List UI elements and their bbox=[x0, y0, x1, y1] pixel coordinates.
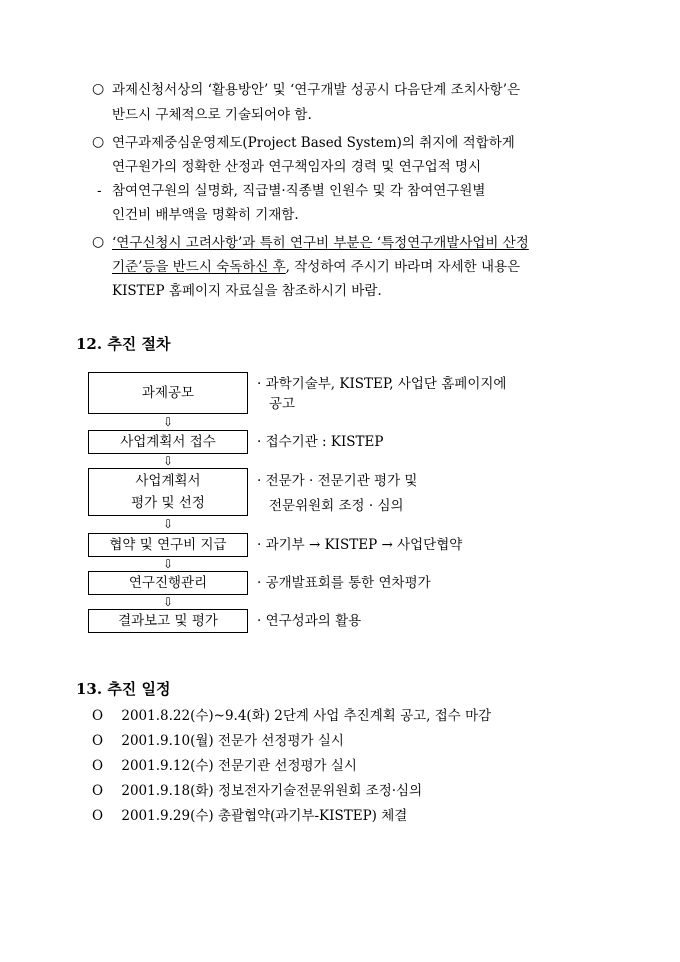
arrow-down-icon: ⇩ bbox=[162, 454, 174, 468]
note-3-line-2-rest: , 작성하여 주시기 바라며 자세한 내용은 bbox=[285, 259, 521, 275]
schedule-item-4: 2001.9.18(화) 정보전자기술전문위원회 조정·심의 bbox=[121, 783, 423, 799]
schedule-item-2: 2001.9.10(월) 전문가 선정평가 실시 bbox=[121, 733, 344, 749]
note-2-line-3: 참여연구원의 실명화, 직급별·직종별 인원수 및 각 참여연구원별 bbox=[112, 183, 486, 199]
step-2-label: 사업계획서 접수 bbox=[120, 434, 216, 450]
step-3-desc-1: · 전문가 · 전문기관 평가 및 bbox=[257, 473, 418, 489]
step-4-label: 협약 및 연구비 지급 bbox=[109, 537, 227, 553]
step-6-desc-1: · 연구성과의 활용 bbox=[257, 613, 362, 629]
list-item bbox=[92, 707, 491, 725]
schedule-item-5: 2001.9.29(수) 총괄협약(과기부-KISTEP) 체결 bbox=[121, 808, 408, 824]
step-3-label-1: 사업계획서 bbox=[135, 473, 201, 489]
step-3-box bbox=[88, 468, 248, 516]
note-3-line-2 bbox=[112, 258, 520, 276]
schedule-bullet: O bbox=[92, 783, 104, 799]
step-1-desc-2: 공고 bbox=[269, 396, 296, 412]
list-item bbox=[92, 782, 422, 800]
list-item bbox=[92, 732, 344, 750]
step-2-box bbox=[88, 430, 248, 454]
section-13-title: 13. 추진 일정 bbox=[76, 680, 171, 698]
note-3-line-1-underlined: ‘연구신청시 고려사항’과 특히 연구비 부분은 ‘특정연구개발사업비 산정 bbox=[112, 235, 529, 251]
schedule-bullet: O bbox=[92, 733, 104, 749]
note-3-line-3: KISTEP 홈페이지 자료실을 참조하시기 바람. bbox=[112, 283, 382, 299]
schedule-bullet: O bbox=[92, 758, 104, 774]
step-5-desc-1: · 공개발표회를 통한 연차평가 bbox=[257, 575, 431, 591]
schedule-bullet: O bbox=[92, 808, 104, 824]
step-2-desc-1: · 접수기관 : KISTEP bbox=[257, 434, 384, 450]
step-1-label: 과제공모 bbox=[141, 385, 195, 401]
note-2-line-1: 연구과제중심운영제도(Project Based System)의 취지에 적합하게 bbox=[112, 135, 515, 151]
arrow-down-icon: ⇩ bbox=[162, 517, 174, 531]
step-3-desc-2: 전문위원회 조정 · 심의 bbox=[269, 498, 404, 514]
step-6-label: 결과보고 및 평가 bbox=[118, 613, 218, 629]
section-12-title: 12. 추진 절차 bbox=[76, 335, 171, 353]
step-1-desc-1: · 과학기술부, KISTEP, 사업단 홈페이지에 bbox=[257, 376, 507, 392]
step-6-box bbox=[88, 609, 248, 633]
step-5-label: 연구진행관리 bbox=[128, 575, 208, 591]
note-3-line-2-underlined: 기준’등을 반드시 숙독하신 후 bbox=[112, 259, 286, 275]
list-item bbox=[92, 757, 357, 775]
schedule-bullet: O bbox=[92, 708, 104, 724]
note-1-bullet: ○ bbox=[92, 81, 105, 97]
note-2-dash: - bbox=[97, 183, 102, 199]
note-3-bullet: ○ bbox=[92, 234, 105, 250]
note-1-line-1: 과제신청서상의 ‘활용방안’ 및 ‘연구개발 성공시 다음단계 조치사항’은 bbox=[112, 82, 521, 98]
note-2-bullet: ○ bbox=[92, 134, 105, 150]
step-4-box bbox=[88, 533, 248, 557]
arrow-down-icon: ⇩ bbox=[162, 557, 174, 571]
note-2-line-4: 인건비 배부액을 명확히 기재함. bbox=[112, 207, 299, 223]
step-1-box bbox=[88, 372, 248, 414]
note-2-line-2: 연구원가의 정확한 산정과 연구책임자의 경력 및 연구업적 명시 bbox=[112, 159, 482, 175]
note-1-line-2: 반드시 구체적으로 기술되어야 함. bbox=[112, 107, 312, 123]
schedule-item-1: 2001.8.22(수)~9.4(화) 2단계 사업 추진계획 공고, 접수 마감 bbox=[121, 708, 492, 724]
step-3-label-2: 평가 및 선정 bbox=[131, 495, 205, 511]
schedule-item-3: 2001.9.12(수) 전문기관 선정평가 실시 bbox=[121, 758, 357, 774]
list-item bbox=[92, 807, 407, 825]
step-5-box bbox=[88, 571, 248, 595]
arrow-down-icon: ⇩ bbox=[162, 595, 174, 609]
arrow-down-icon: ⇩ bbox=[162, 415, 174, 429]
step-4-desc-1: · 과기부 → KISTEP → 사업단협약 bbox=[257, 537, 463, 553]
